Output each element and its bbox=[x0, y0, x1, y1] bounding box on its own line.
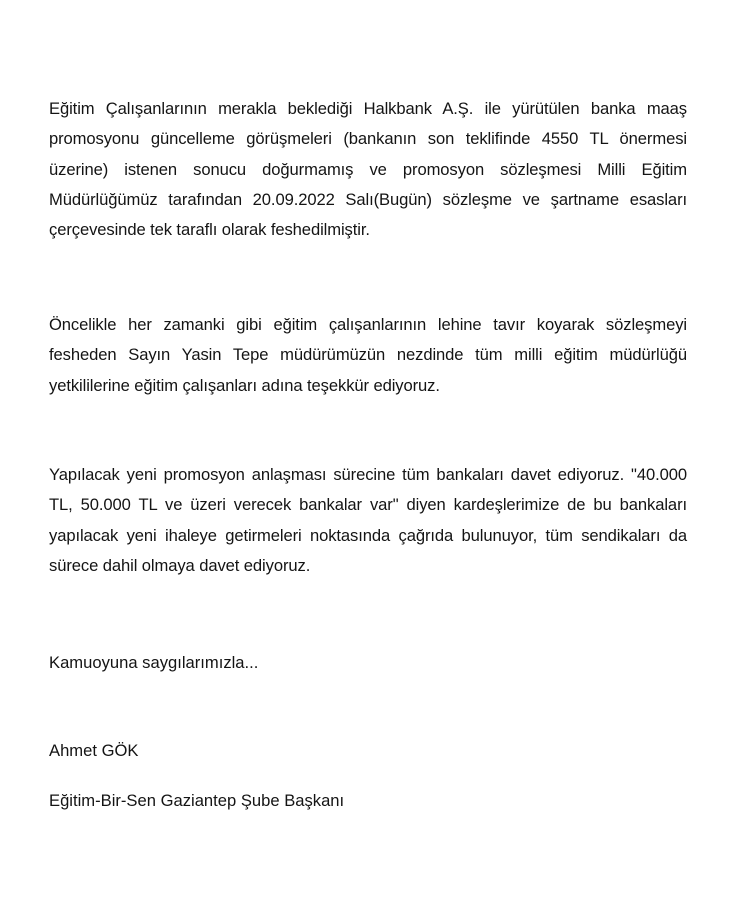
closing-line: Kamuoyuna saygılarımızla... bbox=[49, 653, 259, 672]
signer-title: Eğitim-Bir-Sen Gaziantep Şube Başkanı bbox=[49, 791, 345, 810]
signer-name: Ahmet GÖK bbox=[49, 741, 139, 760]
paragraph-thanks: Öncelikle her zamanki gibi eğitim çalışanlarının lehine tavır koyarak sözleşmeyi fesheden Sayın Yasin Tepe müdürümüzün nezdinde tüm milli eğitim müdürlüğü yetkililerine eğitim çalışanları adına teşekkür ediyoruz. bbox=[49, 315, 687, 395]
paragraph-invitation: Yapılacak yeni promosyon anlaşması sürecine tüm bankaları davet ediyoruz. "40.000 TL, 50.000 TL ve üzeri verecek bankalar var" diyen kardeşlerimize de bu bankaları yapılacak yeni ihaleye getirmeleri noktasında çağrıda bulunuyor, tüm sendikaları da sürece dahil olmaya davet ediyoruz. bbox=[49, 465, 687, 575]
paragraph-announcement: Eğitim Çalışanlarının merakla beklediği Halkbank A.Ş. ile yürütülen banka maaş promosyonu güncelleme görüşmeleri (bankanın son teklifinde 4550 TL önermesi üzerine) istenen sonucu doğurmamış ve promosyon sözleşmesi Milli Eğitim Müdürlüğümüz tarafından 20.09.2022 Salı(Bugün) sözleşme ve şartname esasları çerçevesinde tek taraflı olarak feshedilmiştir. bbox=[49, 99, 687, 240]
